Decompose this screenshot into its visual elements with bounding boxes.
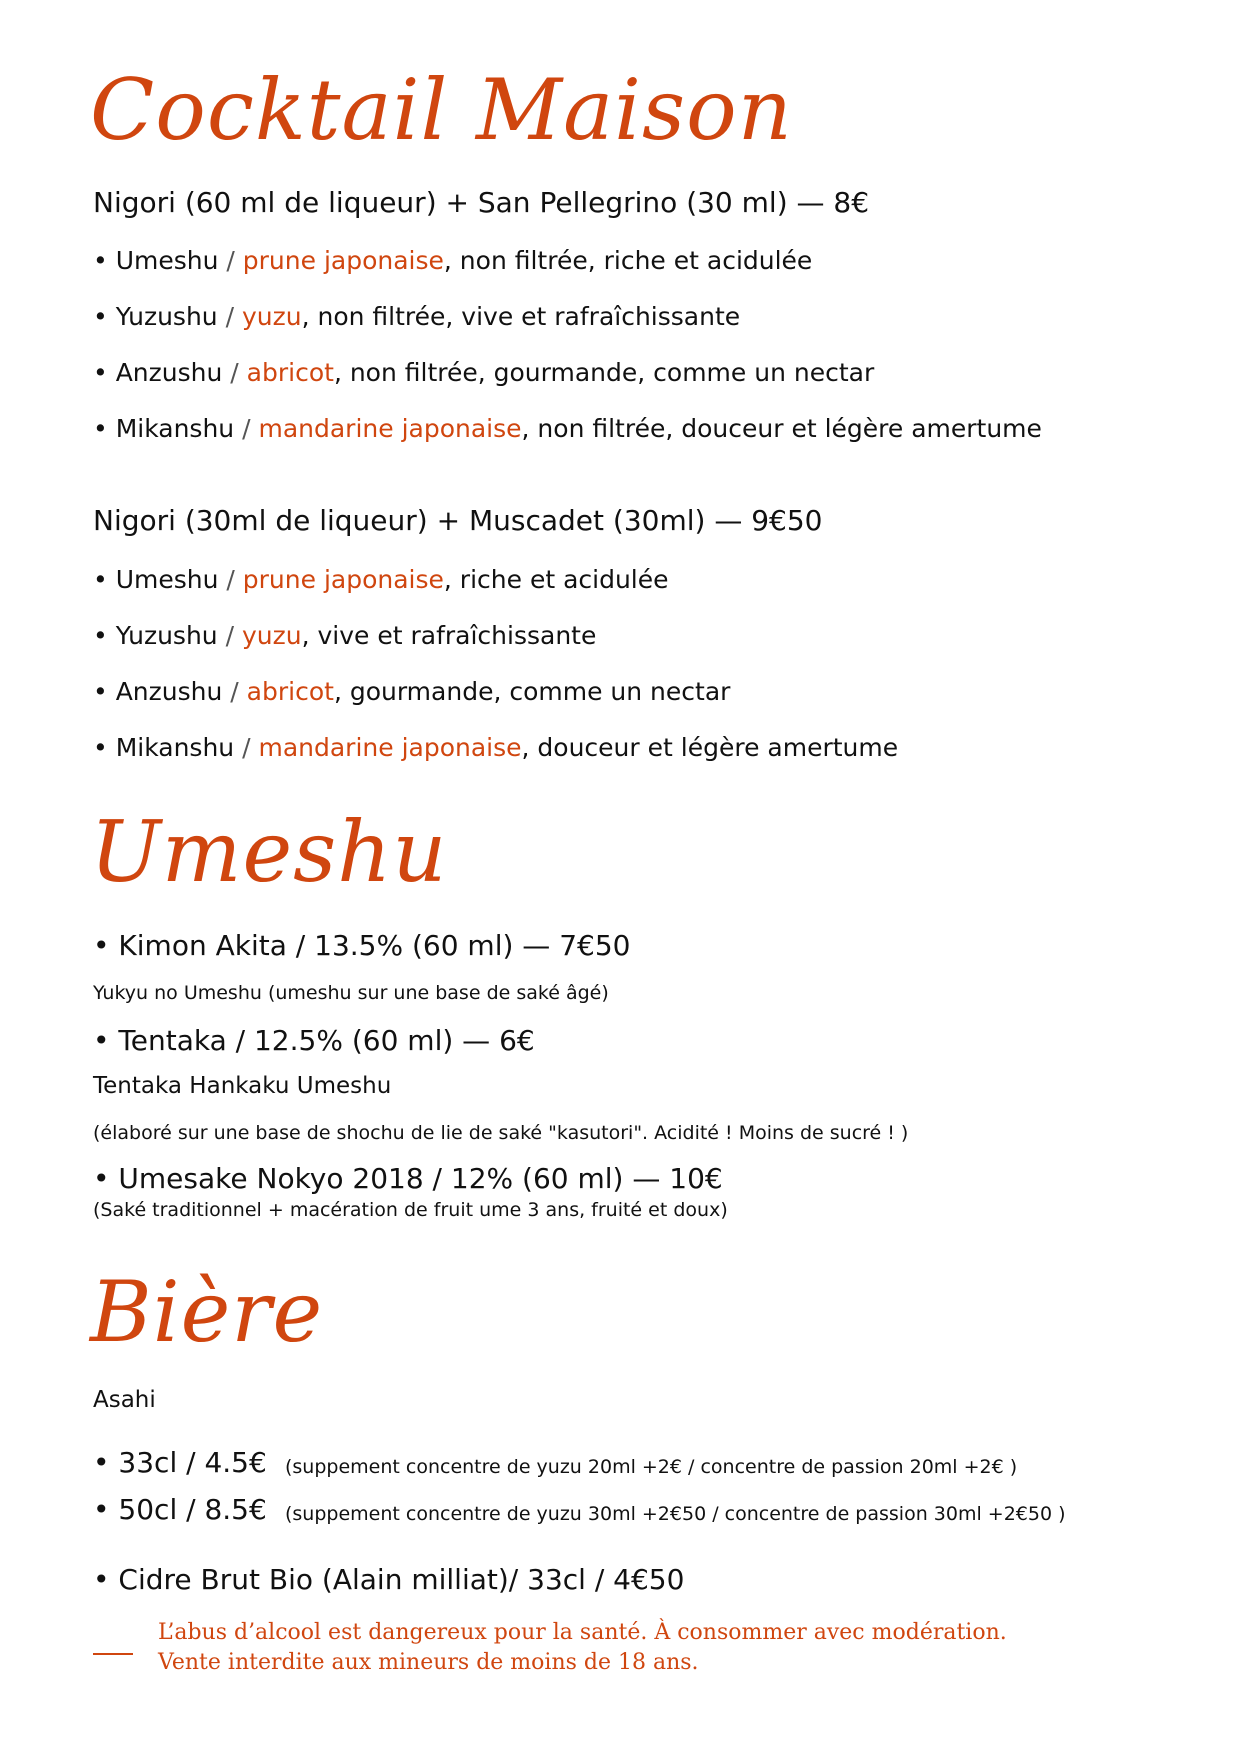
item-description: , non filtrée, gourmande, comme un nectar bbox=[333, 358, 875, 387]
umeshu-umesake-sub: (Saké traditionnel + macération de fruit ume 3 ans, fruité et doux) bbox=[93, 1199, 728, 1221]
item-fruit: yuzu bbox=[241, 302, 302, 331]
umeshu-umesake-line: • Umesake Nokyo 2018 / 12% (60 ml) — 10€ bbox=[93, 1162, 723, 1195]
umeshu-tentaka-note: (élaboré sur une base de shochu de lie de saké "kasutori". Acidité ! Moins de sucré ! ) bbox=[93, 1122, 909, 1144]
item-fruit: yuzu bbox=[241, 621, 302, 650]
cocktail-item: • Mikanshu / mandarine japonaise, douceur et légère amertume bbox=[93, 733, 899, 762]
cocktail-item: • Yuzushu / yuzu, vive et rafraîchissante bbox=[93, 621, 597, 650]
item-fruit: abricot bbox=[246, 677, 334, 706]
cocktail-group-2-header: Nigori (30ml de liqueur) + Muscadet (30ml) — 9€50 bbox=[93, 504, 823, 537]
item-separator: / bbox=[217, 621, 242, 650]
item-name: Anzushu bbox=[115, 677, 223, 706]
biere-size-50: • 50cl / 8.5€ bbox=[93, 1493, 267, 1526]
item-description: , riche et acidulée bbox=[443, 565, 669, 594]
cocktail-title: Cocktail Maison bbox=[90, 61, 793, 159]
umeshu-tentaka-line: • Tentaka / 12.5% (60 ml) — 6€ bbox=[93, 1024, 535, 1057]
cocktail-item: • Anzushu / abricot, gourmande, comme un nectar bbox=[93, 677, 731, 706]
item-fruit: prune japonaise bbox=[242, 246, 444, 275]
cocktail-item: • Umeshu / prune japonaise, riche et acidulée bbox=[93, 565, 669, 594]
warning-line-2: Vente interdite aux mineurs de moins de 18 ans. bbox=[158, 1650, 699, 1675]
item-separator: / bbox=[234, 733, 259, 762]
cocktail-item: • Umeshu / prune japonaise, non filtrée, riche et acidulée bbox=[93, 246, 813, 275]
item-name: Mikanshu bbox=[115, 733, 235, 762]
biere-size-33-note: (suppement concentre de yuzu 20ml +2€ / concentre de passion 20ml +2€ ) bbox=[285, 1456, 1018, 1478]
item-description: , non filtrée, riche et acidulée bbox=[443, 246, 813, 275]
item-separator: / bbox=[222, 358, 247, 387]
item-separator: / bbox=[217, 302, 242, 331]
item-name: Mikanshu bbox=[115, 414, 235, 443]
item-separator: / bbox=[218, 246, 243, 275]
cocktail-group-1-header: Nigori (60 ml de liqueur) + San Pellegrino (30 ml) — 8€ bbox=[93, 186, 870, 219]
item-fruit: abricot bbox=[246, 358, 334, 387]
warning-line-1: L’abus d’alcool est dangereux pour la santé. À consommer avec modération. bbox=[158, 1620, 1007, 1645]
item-name: Umeshu bbox=[115, 565, 219, 594]
item-separator: / bbox=[222, 677, 247, 706]
warning-rule bbox=[93, 1653, 133, 1655]
item-fruit: mandarine japonaise bbox=[258, 414, 522, 443]
umeshu-tentaka-sub: Tentaka Hankaku Umeshu bbox=[93, 1073, 392, 1099]
cocktail-item: • Yuzushu / yuzu, non filtrée, vive et rafraîchissante bbox=[93, 302, 741, 331]
umeshu-kimon-line: • Kimon Akita / 13.5% (60 ml) — 7€50 bbox=[93, 929, 631, 962]
item-name: Umeshu bbox=[115, 246, 219, 275]
item-description: , gourmande, comme un nectar bbox=[333, 677, 731, 706]
item-separator: / bbox=[218, 565, 243, 594]
warning-text bbox=[158, 1618, 1007, 1678]
item-description: , vive et rafraîchissante bbox=[301, 621, 597, 650]
item-fruit: prune japonaise bbox=[242, 565, 444, 594]
item-fruit: mandarine japonaise bbox=[258, 733, 522, 762]
item-name: Yuzushu bbox=[115, 302, 218, 331]
item-name: Anzushu bbox=[115, 358, 223, 387]
item-name: Yuzushu bbox=[115, 621, 218, 650]
biere-brand: Asahi bbox=[93, 1387, 156, 1413]
biere-size-50-note: (suppement concentre de yuzu 30ml +2€50 / concentre de passion 30ml +2€50 ) bbox=[285, 1503, 1066, 1525]
umeshu-title: Umeshu bbox=[90, 803, 448, 901]
cocktail-item: • Mikanshu / mandarine japonaise, non filtrée, douceur et légère amertume bbox=[93, 414, 1042, 443]
item-description: , non filtrée, vive et rafraîchissante bbox=[301, 302, 741, 331]
cocktail-item: • Anzushu / abricot, non filtrée, gourmande, comme un nectar bbox=[93, 358, 875, 387]
item-description: , non filtrée, douceur et légère amertume bbox=[521, 414, 1042, 443]
item-description: , douceur et légère amertume bbox=[521, 733, 899, 762]
biere-title: Bière bbox=[90, 1263, 324, 1361]
umeshu-kimon-sub: Yukyu no Umeshu (umeshu sur une base de saké âgé) bbox=[93, 982, 609, 1004]
biere-size-33: • 33cl / 4.5€ bbox=[93, 1446, 267, 1479]
item-separator: / bbox=[234, 414, 259, 443]
biere-cidre: • Cidre Brut Bio (Alain milliat)/ 33cl / 4€50 bbox=[93, 1563, 685, 1596]
